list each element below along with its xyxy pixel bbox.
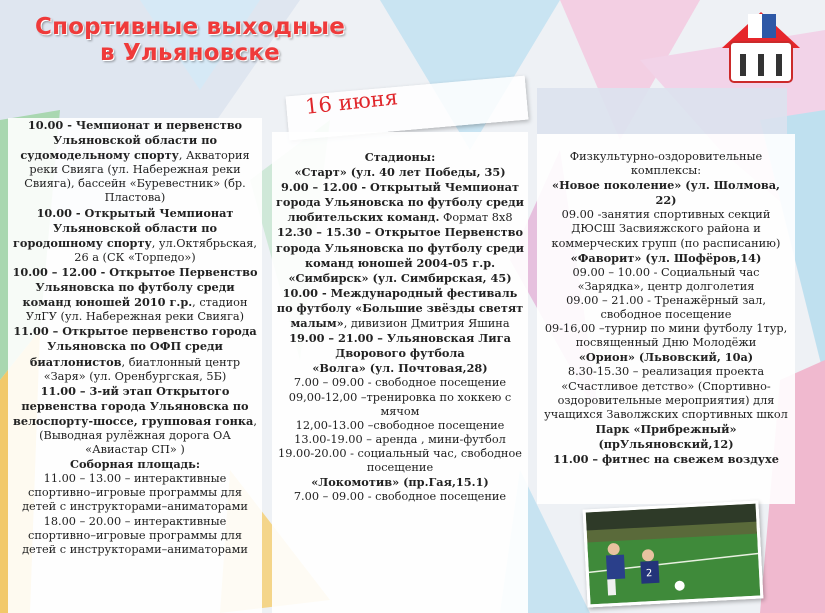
schedule-entry — [275, 180, 525, 225]
entry-details: 18.00 – 20.00 – интерактивные спортивно–игровые программы для детей с инструкторами–аниматорами — [22, 514, 248, 556]
entry-heading: 10.00 - Чемпионат и первенство Ульяновской области по судомодельному спорту — [20, 118, 243, 163]
entry-heading: 11.00 – 3-ий этап Открытого первенства города Ульяновска по велоспорту-шоссе, групповая гонка — [13, 383, 254, 428]
schedule-entry — [540, 178, 792, 208]
entry-heading: «Орион» (Львовский, 10а) — [578, 350, 754, 365]
schedule-entry — [11, 206, 259, 265]
schedule-entry — [275, 475, 525, 490]
schedule-entry — [275, 490, 525, 504]
schedule-entry — [540, 322, 792, 350]
entry-heading: 10.00 - Международный фестиваль по футболу «Большие звёзды светят малым» — [276, 285, 524, 331]
schedule-entry — [275, 225, 525, 270]
schedule-entry — [275, 376, 525, 390]
schedule-entry — [540, 266, 792, 294]
schedule-entry — [11, 457, 259, 472]
entry-heading: «Симбирск» (ул. Симбирская, 45) — [288, 270, 512, 285]
schedule-entry — [275, 419, 525, 433]
entry-details: , биатлонный центр «Заря» (ул. Оренбургская, 5Б) — [43, 355, 241, 383]
schedule-entry — [540, 208, 792, 250]
schedule-entry — [11, 384, 259, 457]
entry-heading: 19.00 – 21.00 – Ульяновская Лига Дворового футбола — [289, 331, 511, 361]
column-stadiums — [272, 132, 528, 613]
entry-details: 8.30-15.30 – реализация проекта «Счастливое детство» (Спортивно-оздоровительные мероприятия) для учащихся Заволжских спортивных школ — [544, 365, 788, 421]
column-events-1 — [8, 118, 262, 613]
entry-heading: 12.30 – 15.30 – Открытое Первенство города Ульяновска по футболу среди команд юношей 2004-05 г.р. — [276, 225, 524, 270]
schedule-entry — [540, 452, 792, 467]
schedule-entry — [540, 150, 792, 178]
schedule-entry — [11, 265, 259, 324]
header-tab — [537, 88, 787, 134]
schedule-entry — [540, 365, 792, 421]
schedule-entry — [275, 150, 525, 165]
entry-details: Формат 8х8 — [439, 211, 513, 225]
schedule-entry — [540, 294, 792, 322]
entry-details: , Акватория реки Свияга (ул. Набережная реки Свияга), бассейн «Буревестник» (бр. Пластова) — [24, 149, 250, 205]
entry-details: 7.00 – 09.00 - свободное посещение — [293, 376, 507, 390]
schedule-entry — [275, 447, 525, 475]
title-line-2: в Ульяновске — [100, 40, 280, 66]
entry-details: , стадион УлГУ (ул. Набережная реки Свияга) — [25, 296, 248, 324]
entry-heading: «Фаворит» (ул. Шофёров,14) — [570, 250, 762, 265]
schedule-entry — [11, 515, 259, 557]
entry-heading: «Старт» (ул. 40 лет Победы, 35) — [294, 165, 506, 180]
entry-heading: Парк «Прибрежный» — [595, 421, 737, 436]
entry-details: 13.00-19.00 – аренда , мини-футбол — [294, 432, 506, 446]
entry-details: 09.00 – 10.00 - Социальный час «Зарядка», центр долголетия — [572, 265, 760, 293]
entry-details: 19.00-20.00 - социальный час, свободное посещение — [278, 446, 522, 474]
entry-heading: «Локомотив» (пр.Гая,15.1) — [311, 475, 489, 490]
schedule-entry — [275, 361, 525, 376]
svg-text:2: 2 — [645, 568, 653, 580]
column-fitness-complexes — [537, 134, 795, 504]
schedule-entry — [275, 165, 525, 180]
football-photo — [583, 500, 764, 607]
schedule-entry — [275, 286, 525, 331]
schedule-entry — [275, 271, 525, 286]
page-title — [30, 14, 350, 66]
entry-details: , дивизион Дмитрия Яшина — [343, 317, 510, 331]
entry-details: 09-16,00 –турнир по мини футболу 1тур, посвященный Дню Молодёжи — [544, 322, 788, 350]
schedule-entry — [540, 251, 792, 266]
entry-details: , ул.Октябрьская, 26 а (СК «Торпедо») — [74, 236, 258, 264]
entry-heading: 11.00 – Открытое первенство города Ульяновска по ОФП среди биатлонистов — [13, 324, 257, 369]
schedule-entry — [275, 331, 525, 361]
schedule-entry — [540, 422, 792, 437]
entry-details: 11.00 – 13.00 – интерактивные спортивно–игровые программы для детей с инструкторами–аниматорами — [22, 472, 248, 514]
entry-heading: 9.00 – 12.00 - Открытый Чемпионат города Ульяновска по футболу среди любительских команд. — [276, 180, 524, 225]
schedule-entry — [275, 391, 525, 419]
entry-heading: Соборная площадь: — [69, 457, 201, 472]
title-line-1: Спортивные выходные — [35, 14, 345, 40]
entry-heading: 10.00 – 12.00 - Открытое Первенство Ульяновска по футболу среди команд юношей 2010 г.р. — [12, 264, 258, 310]
city-emblem-logo — [718, 8, 804, 88]
schedule-entry — [540, 437, 792, 452]
schedule-entry — [11, 324, 259, 383]
entry-details: Физкультурно-оздоровительные комплексы: — [569, 150, 763, 178]
entry-heading: Стадионы: — [364, 150, 436, 164]
entry-details: 7.00 – 09.00 - свободное посещение — [293, 490, 507, 504]
entry-details: 12,00-13.00 –свободное посещение — [295, 418, 505, 432]
entry-heading: (прУльяновский,12) — [598, 436, 734, 451]
entry-heading: «Новое поколение» (ул. Шолмова, 22) — [552, 178, 780, 208]
entry-details: 09,00-12,00 –тренировка по хоккею с мячом — [288, 390, 512, 418]
entry-details: 09.00 – 21.00 - Тренажёрный зал, свободное посещение — [566, 293, 766, 322]
schedule-entry — [540, 350, 792, 365]
entry-heading: 11.00 – фитнес на свежем воздухе — [553, 451, 779, 466]
entry-details: 09.00 -занятия спортивных секций ДЮСШ Засвияжского района и коммерческих групп (по расписанию) — [551, 208, 781, 250]
entry-details: , (Выводная рулёжная дорога ОА «Авиастар СП» ) — [39, 414, 257, 457]
schedule-entry — [275, 433, 525, 447]
schedule-entry — [11, 118, 259, 206]
entry-heading: «Волга» (ул. Почтовая,28) — [312, 361, 488, 376]
schedule-entry — [11, 472, 259, 514]
entry-heading: 10.00 - Открытый Чемпионат Ульяновской области по городошному спорту — [12, 205, 234, 250]
date-label: 16 июня — [304, 85, 399, 119]
